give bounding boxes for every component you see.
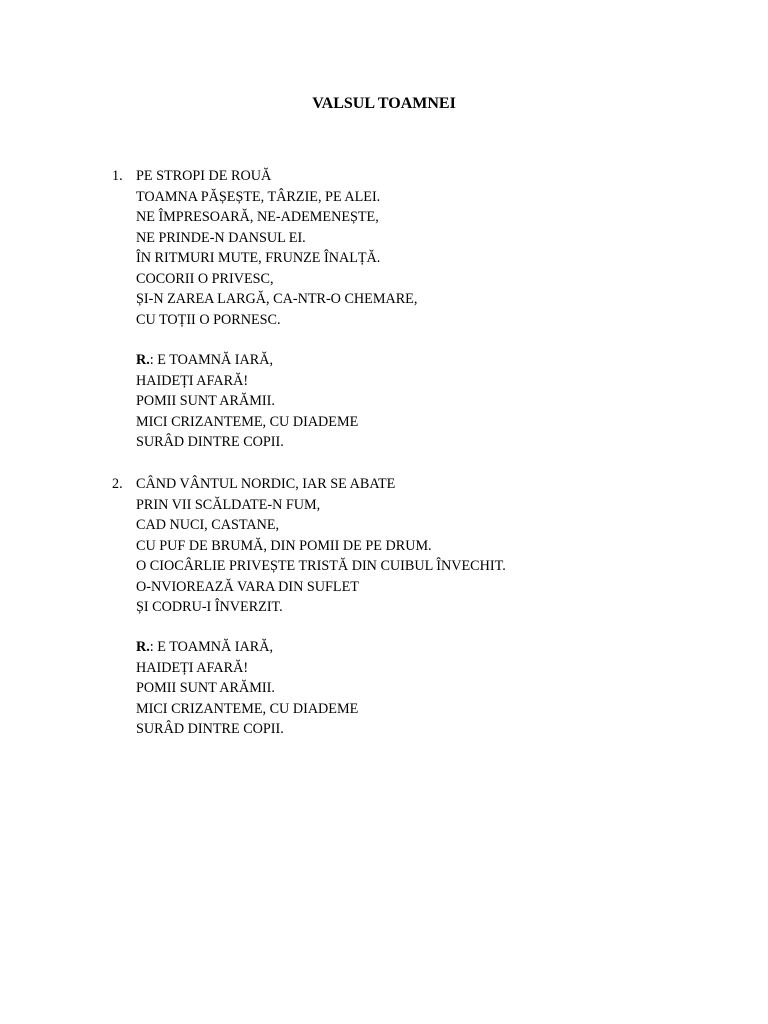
refrain-line: SURÂD DINTRE COPII.: [136, 721, 284, 737]
refrain-first-line: [136, 637, 358, 658]
stanza-2: [112, 474, 506, 618]
verse-line: CU TOȚII O PORNESC.: [136, 311, 281, 328]
stanza-lines: [136, 474, 506, 618]
verse-line: PRIN VII SCĂLDATE-N FUM,: [136, 496, 321, 513]
verse-line: O-NVIOREAZĂ VARA DIN SUFLET: [136, 578, 359, 595]
verse-line: ÎN RITMURI MUTE, FRUNZE ÎNALȚĂ.: [136, 250, 381, 266]
verse-line: ȘI CODRU-I ÎNVERZIT.: [136, 599, 283, 615]
refrain-label: R.: [136, 639, 150, 655]
verse-line: NE PRINDE-N DANSUL EI.: [136, 229, 306, 246]
verse-line: ȘI-N ZAREA LARGĂ, CA-NTR-O CHEMARE,: [136, 291, 418, 307]
stanza-lines: [136, 166, 417, 330]
refrain-line: HAIDEȚI AFARĂ!: [136, 372, 249, 389]
refrain-first-text: : E TOAMNĂ IARĂ,: [149, 352, 274, 368]
refrain-label: R.: [136, 352, 150, 368]
refrain-line: MICI CRIZANTEME, CU DIADEME: [136, 413, 359, 430]
refrain-line: HAIDEȚI AFARĂ!: [136, 659, 249, 676]
stanza-number: 2.: [112, 476, 123, 492]
refrain-first-text: : E TOAMNĂ IARĂ,: [149, 639, 274, 655]
verse-line: TOAMNA PĂȘEȘTE, TÂRZIE, PE ALEI.: [136, 188, 381, 205]
refrain-first-line: [136, 350, 358, 371]
verse-line: CU PUF DE BRUMĂ, DIN POMII DE PE DRUM.: [136, 537, 432, 554]
refrain-line: SURÂD DINTRE COPII.: [136, 434, 284, 450]
refrain-line: MICI CRIZANTEME, CU DIADEME: [136, 700, 359, 717]
verse-line: NE ÎMPRESOARĂ, NE-ADEMENEȘTE,: [136, 209, 379, 225]
stanza-1: [112, 166, 417, 330]
verse-line: O CIOCÂRLIE PRIVEȘTE TRISTĂ DIN CUIBUL ÎNVECHIT.: [136, 558, 506, 574]
refrain-line: POMII SUNT ARĂMII.: [136, 680, 275, 696]
verse-line: CAD NUCI, CASTANE,: [136, 517, 280, 533]
stanza-number: 1.: [112, 168, 123, 184]
refrain-lines: [136, 350, 358, 453]
refrain-2: [112, 637, 358, 740]
refrain-lines: [136, 637, 358, 740]
verse-line: CÂND VÂNTUL NORDIC, IAR SE ABATE: [136, 476, 396, 492]
refrain-1: [112, 350, 358, 453]
refrain-line: POMII SUNT ARĂMII.: [136, 393, 275, 409]
verse-line: COCORII O PRIVESC,: [136, 270, 274, 287]
verse-line: PE STROPI DE ROUĂ: [136, 168, 272, 184]
song-title: VALSUL TOAMNEI: [312, 95, 456, 112]
